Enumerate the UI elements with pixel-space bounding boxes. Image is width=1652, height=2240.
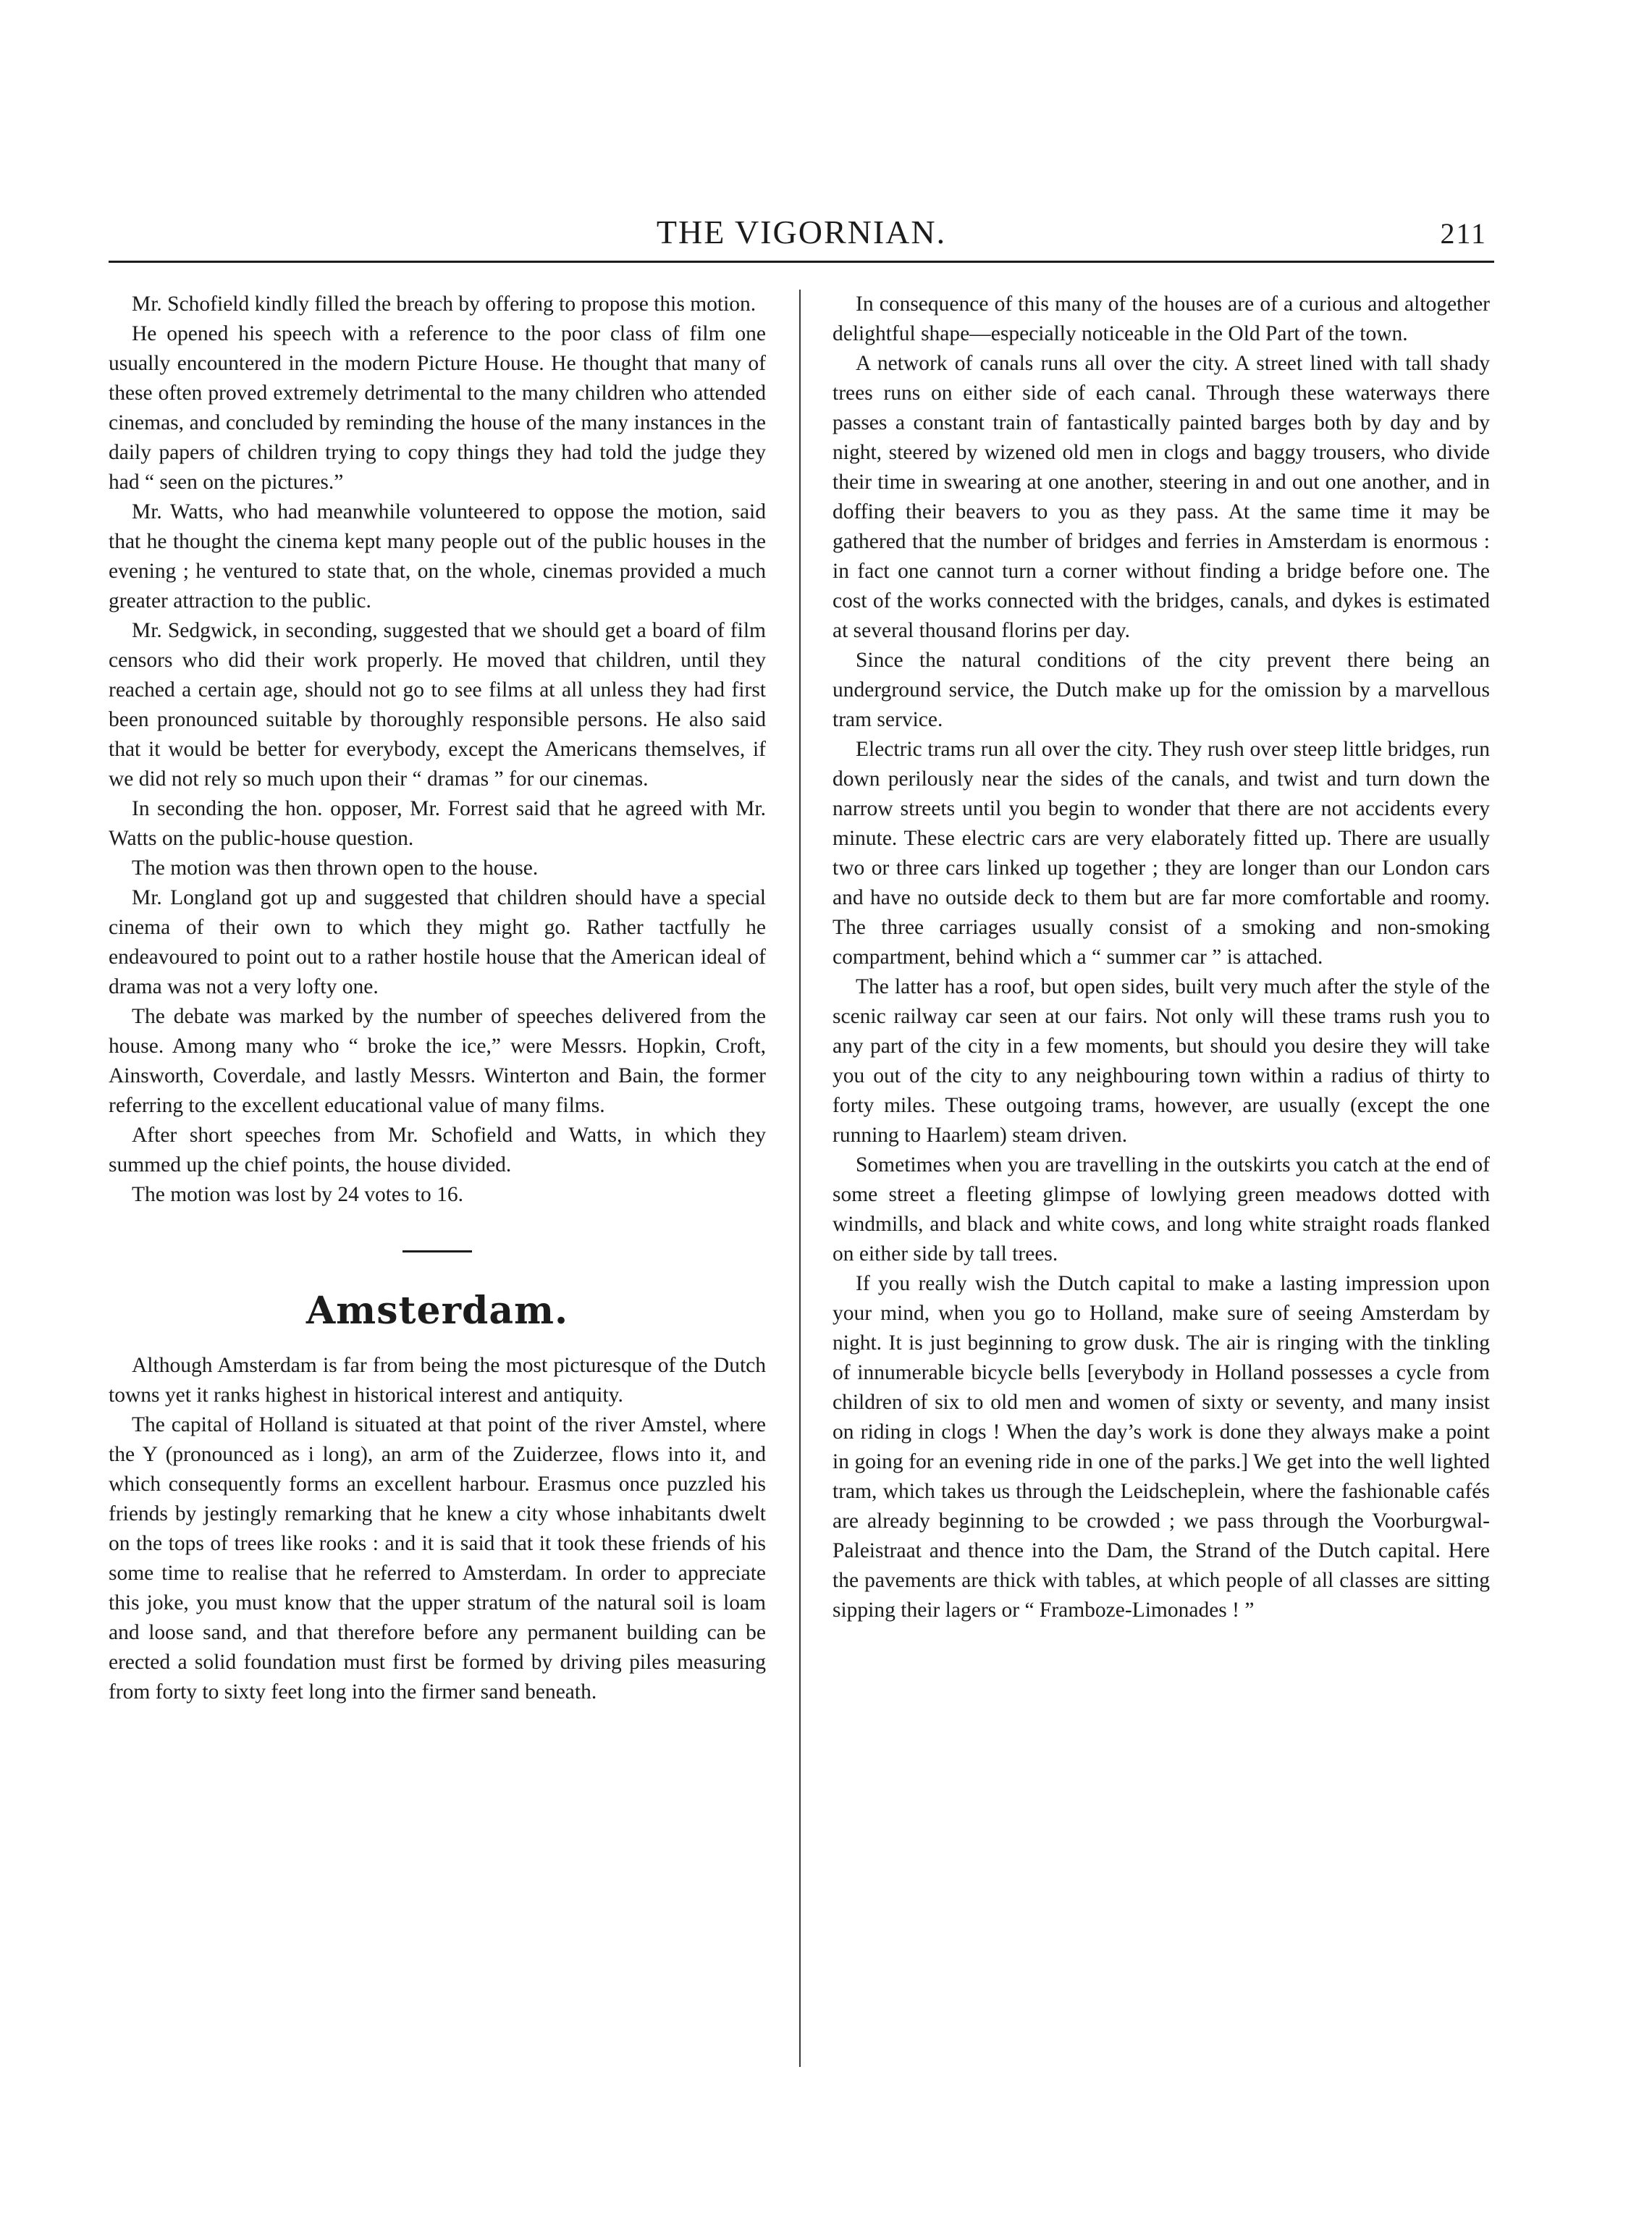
paragraph: Although Amsterdam is far from being the most picturesque of the Dutch towns yet it ranks highest in historical interest and antiquity. [109, 1354, 766, 1407]
running-head [109, 212, 1494, 256]
paragraph: The latter has a roof, but open sides, built very much after the style of the scenic railway car seen at our fairs. Not only will these trams rush you to any part of the city in a few moments, but should you desire they will take you out of the city to any neighbouring town within a radius of thirty to forty miles. These outgoing trams, however, are usually (except the one running to Haarlem) steam driven. [833, 975, 1490, 1147]
paragraph: He opened his speech with a reference to the poor class of film one usually encountered in the modern Picture House. He thought that many of these often proved extremely detrimental to the many children who attended cinemas, and concluded by reminding the house of the many instances in the daily papers of children trying to copy things they had told the judge they had “ seen on the pictures.” [109, 322, 766, 494]
paragraph: The capital of Holland is situated at that point of the river Amstel, where the Y (pronounced as i long), an arm of the Zuiderzee, flows into it, and which consequently forms an excellent harbour. Erasmus once puzzled his friends by jestingly remarking that he knew a city whose inhabitants dwelt on the tops of trees like rooks : and it is said that it took these friends of his some time to realise that he referred to Amsterdam. In order to appreciate this joke, you must know that the upper stratum of the natural soil is loam and loose sand, and that therefore before any permanent building can be erected a solid foundation must first be formed by driving piles measuring from forty to sixty feet long into the firmer sand beneath. [109, 1413, 766, 1704]
running-title: THE VIGORNIAN. [656, 214, 947, 250]
paragraph: If you really wish the Dutch capital to make a lasting impression upon your mind, when you go to Holland, make sure of seeing Amsterdam by night. It is just beginning to grow dusk. The air is ringing with the tinkling of innumerable bicycle bells [everybody in Holland possesses a cycle from children of six to old men and women of sixty or seventy, and many insist on riding in clogs ! When the day’s work is done they always make a point in going for an evening ride in one of the parks.] We get into the well lighted tram, which takes us through the Leidscheplein, where the fashionable cafés are already beginning to be crowded ; we pass through the Voorburgwal-Paleistraat and thence into the Dam, the Strand of the Dutch capital. Here the pavements are thick with tables, at which people of all classes are sitting sipping their lagers or “ Framboze-Limonades ! ” [833, 1272, 1490, 1622]
paragraph: After short speeches from Mr. Schofield and Watts, in which they summed up the chief points, the house divided. [109, 1124, 766, 1176]
right-column [833, 290, 1490, 1625]
paragraph: Mr. Schofield kindly filled the breach by offering to propose this motion. [132, 292, 757, 316]
paragraph: In consequence of this many of the houses are of a curious and altogether delightful shape—especially noticeable in the Old Part of the town. [833, 292, 1490, 345]
paragraph: The motion was lost by 24 votes to 16. [132, 1183, 464, 1206]
paragraph: Mr. Watts, who had meanwhile volunteered to oppose the motion, said that he thought the cinema kept many people out of the public houses in the evening ; he ventured to state that, on the whole, cinemas provided a much greater attraction to the public. [109, 500, 766, 612]
paragraph: Since the natural conditions of the city prevent there being an underground service, the Dutch make up for the omission by a marvellous tram service. [833, 649, 1490, 731]
section-divider-rule [403, 1250, 472, 1252]
paragraph: The debate was marked by the number of speeches delivered from the house. Among many who “ broke the ice,” were Messrs. Hopkin, Croft, Ainsworth, Coverdale, and lastly Messrs. Winterton and Bain, the former referring to the excellent educational value of many films. [109, 1005, 766, 1117]
column-divider-rule [799, 290, 801, 2067]
paragraph: In seconding the hon. opposer, Mr. Forrest said that he agreed with Mr. Watts on the public-house question. [109, 797, 766, 850]
paragraph: Electric trams run all over the city. They rush over steep little bridges, run down perilously near the sides of the canals, and twist and turn down the narrow streets until you begin to wonder that there are not accidents every minute. These electric cars are very elaborately fitted up. There are usually two or three cars linked up together ; they are longer than our London cars and have no outside deck to them but are far more comfortable and roomy. The three carriages usually consist of a smoking and non-smoking compartment, behind which a “ summer car ” is attached. [833, 738, 1490, 969]
section-title: Amsterdam. [305, 1289, 569, 1333]
left-column [109, 290, 766, 1707]
paragraph: Sometimes when you are travelling in the outskirts you catch at the end of some street a fleeting glimpse of lowlying green meadows dotted with windmills, and black and white cows, and long white straight roads flanked on either side by tall trees. [833, 1153, 1490, 1266]
header-rule [109, 261, 1494, 263]
page-number: 211 [1440, 217, 1487, 250]
paragraph: A network of canals runs all over the city. A street lined with tall shady trees runs on either side of each canal. Through these waterways there passes a constant train of fantastically painted barges both by day and by night, steered by wizened old men in clogs and baggy trousers, who divide their time in swearing at one another, steering in and out one another, and in doffing their beavers to you as they pass. At the same time it may be gathered that the number of bridges and ferries in Amsterdam is enormous : in fact one cannot turn a corner without finding a bridge before one. The cost of the works connected with the bridges, canals, and dykes is estimated at several thousand florins per day. [833, 352, 1490, 642]
paragraph: The motion was then thrown open to the house. [132, 856, 539, 880]
paragraph: Mr. Sedgwick, in seconding, suggested that we should get a board of film censors who did their work properly. He moved that children, until they reached a certain age, should not go to see films at all unless they had first been pronounced suitable by thoroughly responsible persons. He also said that it would be better for everybody, except the Americans themselves, if we did not rely so much upon their “ dramas ” for our cinemas. [109, 619, 766, 791]
paragraph: Mr. Longland got up and suggested that children should have a special cinema of their own to which they might go. Rather tactfully he endeavoured to point out to a rather hostile house that the American ideal of drama was not a very lofty one. [109, 886, 766, 998]
